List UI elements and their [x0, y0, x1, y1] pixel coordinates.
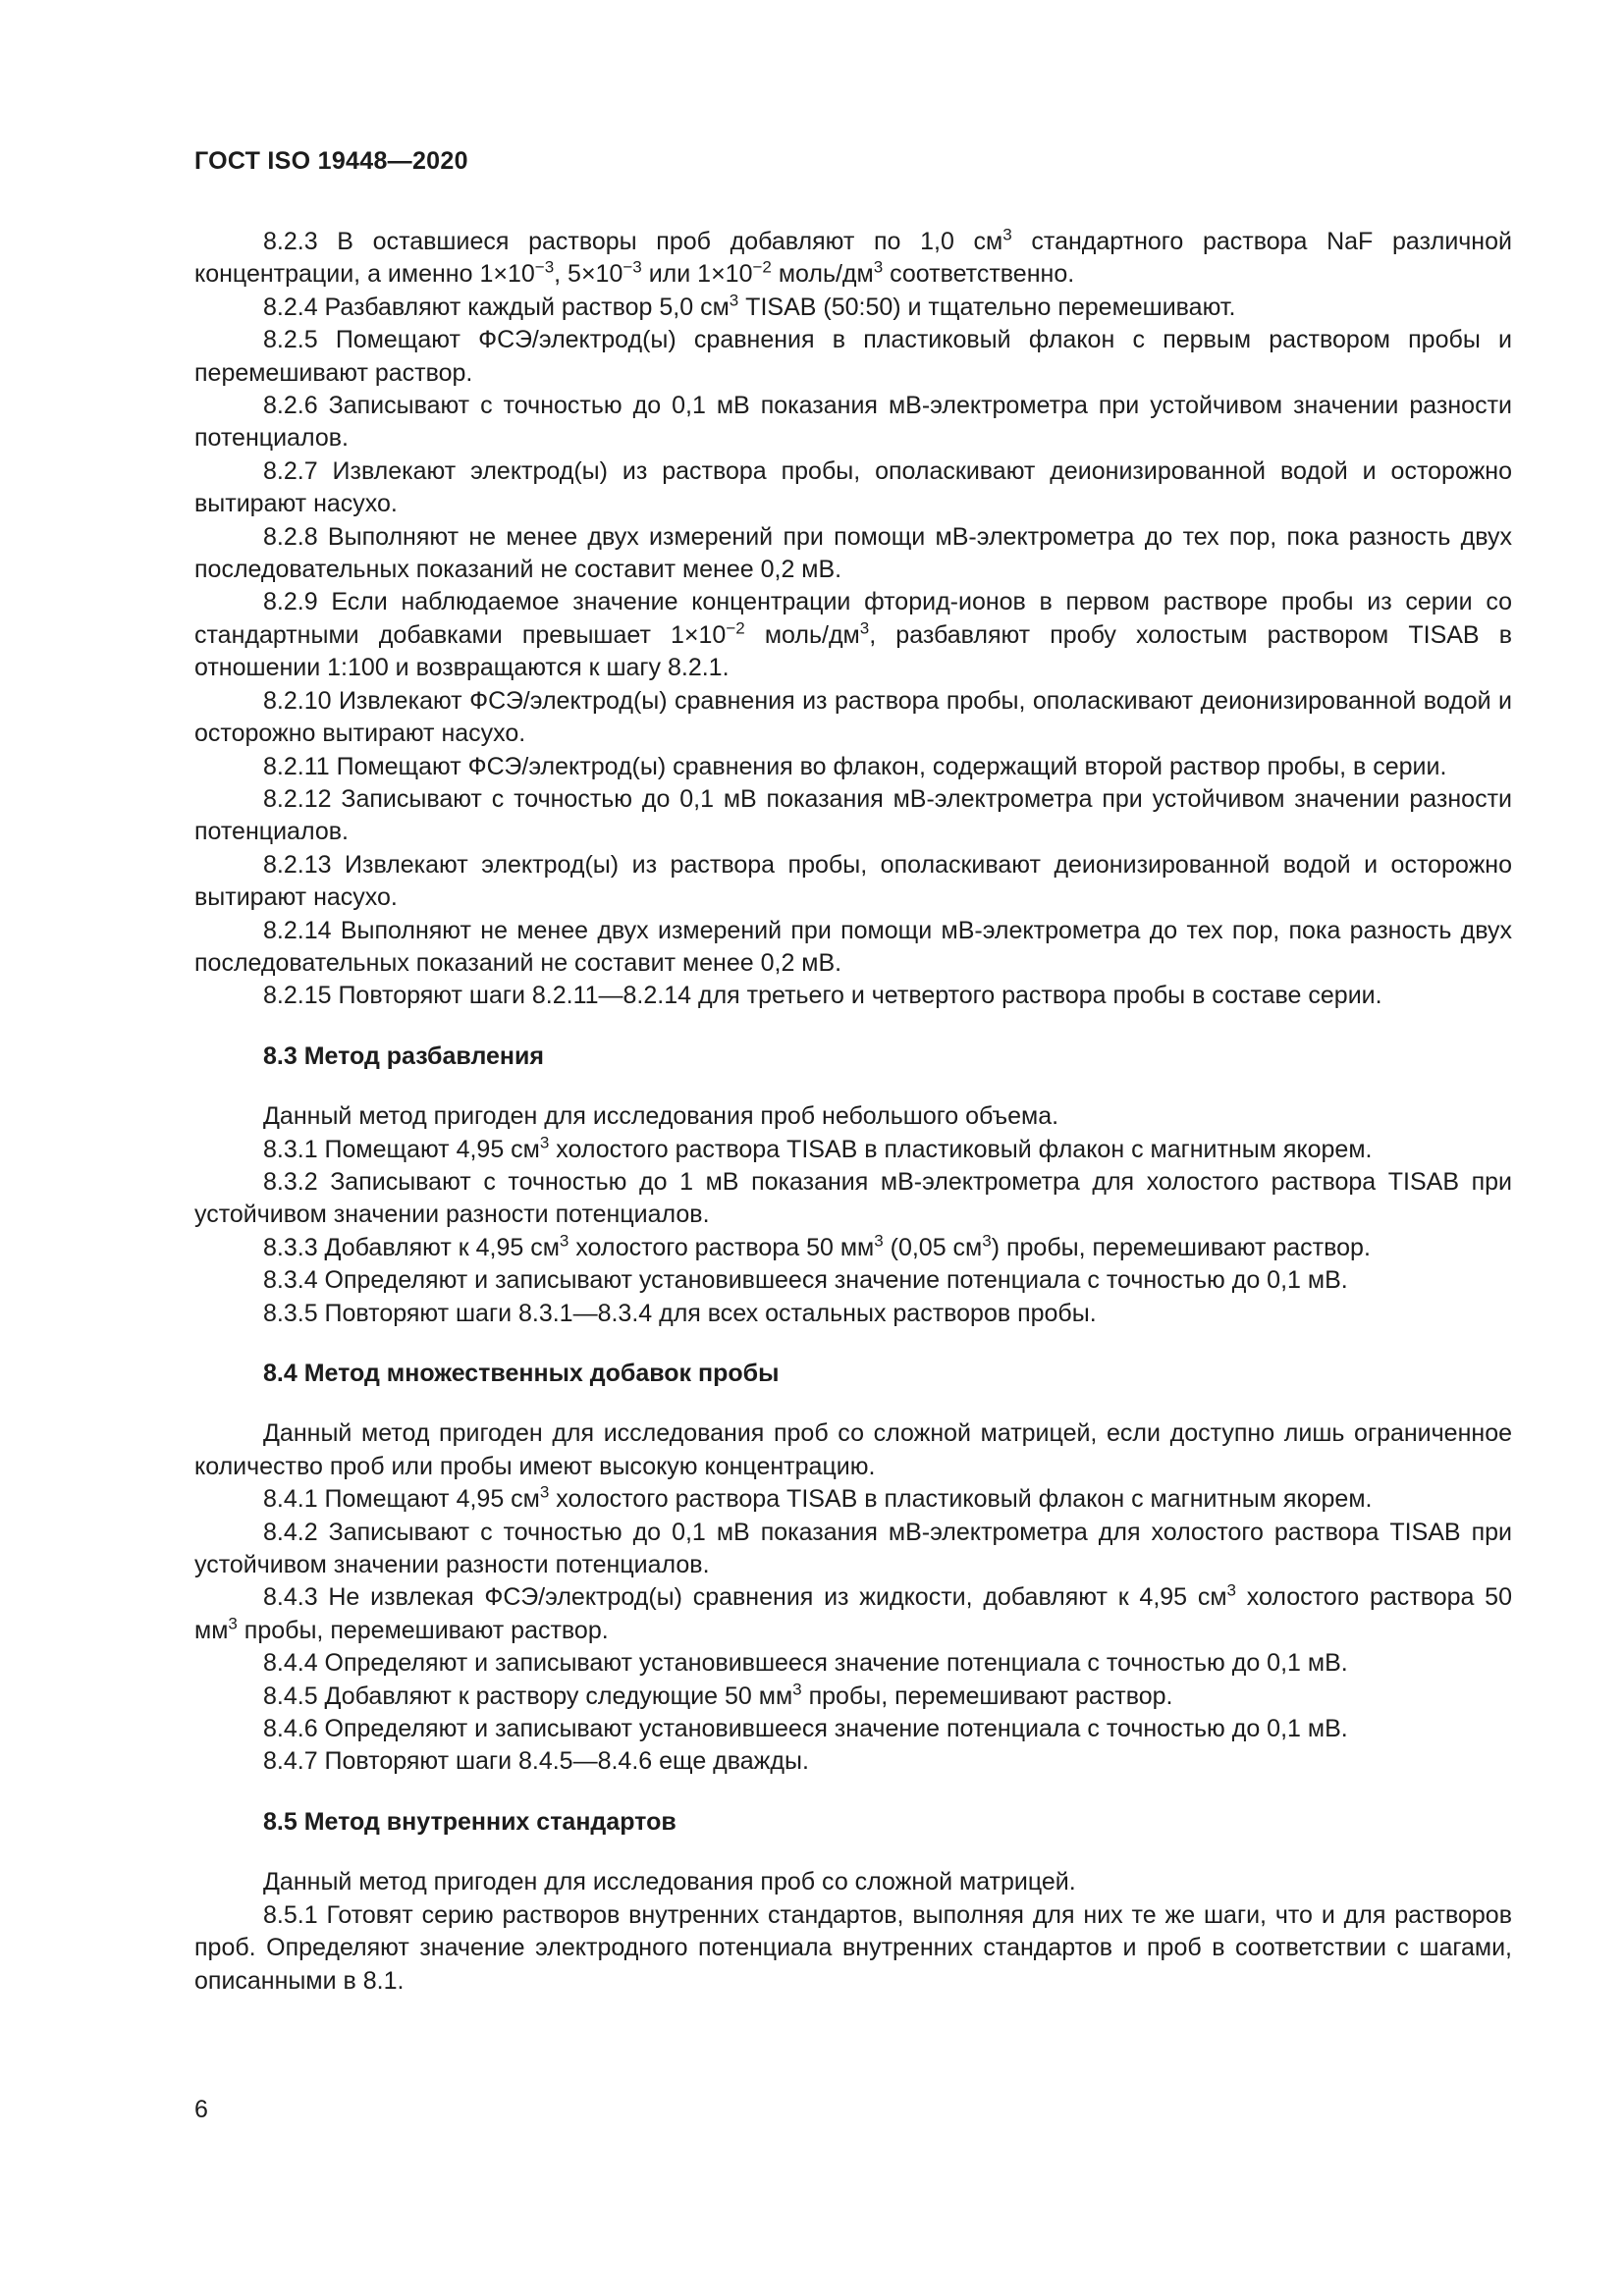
text-run: 8.4.5 Добавляют к раствору следующие 50 мм	[263, 1682, 793, 1710]
paragraph-8-4-intro: Данный метод пригоден для исследования проб со сложной матрицей, если доступно лишь ограниченное количество проб или пробы имеют высокую концентрацию.	[194, 1419, 1512, 1480]
paragraph-8-2-15: 8.2.15 Повторяют шаги 8.2.11—8.2.14 для третьего и четвертого раствора пробы в составе серии.	[263, 982, 1382, 1010]
paragraph-8-2-4	[194, 292, 1512, 324]
text-run: ) пробы, перемешивают раствор.	[991, 1233, 1371, 1261]
document-header: ГОСТ ISO 19448—2020	[194, 147, 468, 175]
paragraph-8-2-5: 8.2.5 Помещают ФСЭ/электрод(ы) сравнения в пластиковый флакон с первым раствором пробы и перемешивают раствор.	[194, 326, 1512, 387]
paragraph-8-3-1	[194, 1134, 1512, 1166]
paragraph-8-2-9	[194, 586, 1512, 684]
paragraph-8-4-2: 8.4.2 Записывают с точностью до 0,1 мВ показания мВ-электрометра для холостого раствора TISAB при устойчивом значении разности потенциалов.	[194, 1518, 1512, 1579]
paragraph-8-2-7: 8.2.7 Извлекают электрод(ы) из раствора пробы, ополаскивают деионизированной водой и осторожно вытирают насухо.	[194, 456, 1512, 518]
paragraph-8-3-4: 8.3.4 Определяют и записывают установившееся значение потенциала с точностью до 0,1 мВ.	[263, 1266, 1348, 1295]
superscript: −3	[623, 258, 642, 278]
superscript: 3	[792, 1680, 802, 1699]
superscript: 3	[982, 1231, 992, 1251]
paragraph-8-2-13: 8.2.13 Извлекают электрод(ы) из раствора пробы, ополаскивают деионизированной водой и осторожно вытирают насухо.	[194, 850, 1512, 912]
paragraph-8-3-3	[194, 1232, 1512, 1264]
superscript: 3	[874, 1231, 884, 1251]
text-run: пробы, перемешивают раствор.	[237, 1616, 609, 1644]
superscript: −2	[752, 258, 772, 278]
text-run: пробы, перемешивают раствор.	[801, 1682, 1173, 1710]
paragraph-8-4-4: 8.4.4 Определяют и записывают установившееся значение потенциала с точностью до 0,1 мВ.	[263, 1649, 1348, 1678]
paragraph-8-2-6: 8.2.6 Записывают с точностью до 0,1 мВ показания мВ-электрометра при устойчивом значении разности потенциалов.	[194, 392, 1512, 453]
text-run: 8.2.4 Разбавляют каждый раствор 5,0 см	[263, 293, 730, 321]
superscript: 3	[873, 258, 884, 278]
text-run: (0,05 см	[883, 1233, 983, 1261]
page-number: 6	[194, 2096, 208, 2123]
text-run: 8.4.3 Не извлекая ФСЭ/электрод(ы) сравнения из жидкости, добавляют к 4,95 см	[263, 1583, 1227, 1612]
paragraph-8-5-intro: Данный метод пригоден для исследования проб со сложной матрицей.	[263, 1868, 1076, 1896]
superscript: 3	[539, 1133, 550, 1152]
paragraph-8-4-1	[194, 1483, 1512, 1516]
document-body	[194, 226, 1512, 1998]
text-run: 8.3.1 Помещают 4,95 см	[263, 1135, 540, 1163]
paragraph-8-2-10: 8.2.10 Извлекают ФСЭ/электрод(ы) сравнения из раствора пробы, ополаскивают деионизированной водой и осторожно вытирают насухо.	[194, 686, 1512, 748]
superscript: 3	[729, 291, 739, 310]
section-heading-8-5: 8.5 Метод внутренних стандартов	[263, 1807, 677, 1836]
text-run: , 5×10	[554, 260, 623, 289]
text-run: холостого раствора TISAB в пластиковый флакон с магнитным якорем.	[549, 1485, 1373, 1514]
text-run: TISAB (50:50) и тщательно перемешивают.	[738, 293, 1236, 321]
text-run: холостого раствора 50 мм	[194, 1583, 1512, 1644]
superscript: 3	[859, 618, 870, 638]
paragraph-8-4-5	[194, 1681, 1512, 1713]
superscript: 3	[559, 1231, 569, 1251]
paragraph-8-5-1: 8.5.1 Готовят серию растворов внутренних стандартов, выполняя для них те же шаги, что и для растворов проб. Определяют значение электродного потенциала внутренних стандартов и проб в соответствии с шагами, описанными в 8.1.	[194, 1900, 1512, 1995]
text-run: 8.2.9 Если наблюдаемое значение концентрации фторид-ионов в первом растворе пробы из серии со стандартными добавками превышает 1×10	[194, 588, 1512, 649]
superscript: 3	[228, 1614, 238, 1633]
paragraph-8-3-intro: Данный метод пригоден для исследования проб небольшого объема.	[263, 1102, 1059, 1131]
text-run: моль/дм	[771, 260, 874, 289]
text-run: или 1×10	[641, 260, 753, 289]
section-heading-8-3: 8.3 Метод разбавления	[263, 1041, 544, 1070]
paragraph-8-4-7: 8.4.7 Повторяют шаги 8.4.5—8.4.6 еще дважды.	[263, 1747, 809, 1776]
paragraph-8-2-11: 8.2.11 Помещают ФСЭ/электрод(ы) сравнения во флакон, содержащий второй раствор пробы, в серии.	[263, 752, 1447, 780]
section-heading-8-4: 8.4 Метод множественных добавок пробы	[263, 1360, 780, 1387]
text-run: моль/дм	[744, 620, 860, 649]
paragraph-8-3-5: 8.3.5 Повторяют шаги 8.3.1—8.3.4 для всех остальных растворов пробы.	[263, 1299, 1097, 1327]
text-run: 8.2.3 В оставшиеся растворы проб добавляют по 1,0 см	[263, 228, 1003, 255]
text-run: холостого раствора TISAB в пластиковый флакон с магнитным якорем.	[549, 1135, 1373, 1163]
paragraph-8-4-6: 8.4.6 Определяют и записывают установившееся значение потенциала с точностью до 0,1 мВ.	[263, 1715, 1348, 1743]
text-run: , разбавляют пробу холостым раствором TISAB в отношении 1:100 и возвращаются к шагу 8.2.1.	[194, 620, 1513, 682]
text-run: 8.3.3 Добавляют к 4,95 см	[263, 1233, 560, 1261]
text-run: холостого раствора 50 мм	[568, 1233, 875, 1261]
superscript: 3	[1226, 1581, 1237, 1601]
text-run: 8.4.1 Помещают 4,95 см	[263, 1485, 540, 1514]
paragraph-8-2-8: 8.2.8 Выполняют не менее двух измерений при помощи мВ-электрометра до тех пор, пока разность двух последовательных показаний не составит менее 0,2 мВ.	[194, 522, 1512, 584]
paragraph-8-3-2: 8.3.2 Записывают с точностью до 1 мВ показания мВ-электрометра для холостого раствора TISAB при устойчивом значении разности потенциалов.	[194, 1167, 1512, 1229]
superscript: 3	[1002, 225, 1012, 244]
text-run: соответственно.	[883, 260, 1075, 289]
paragraph-8-2-14: 8.2.14 Выполняют не менее двух измерений при помощи мВ-электрометра до тех пор, пока разность двух последовательных показаний не составит менее 0,2 мВ.	[194, 916, 1512, 977]
paragraph-8-2-12: 8.2.12 Записывают с точностью до 0,1 мВ показания мВ-электрометра при устойчивом значении разности потенциалов.	[194, 784, 1512, 846]
paragraph-8-4-3	[194, 1581, 1512, 1647]
text-run: стандартного раствора NaF различной концентрации, а именно 1×10	[194, 228, 1512, 289]
superscript: −2	[726, 618, 745, 638]
paragraph-8-2-3	[194, 226, 1512, 292]
superscript: −3	[534, 258, 555, 278]
superscript: 3	[539, 1482, 550, 1502]
